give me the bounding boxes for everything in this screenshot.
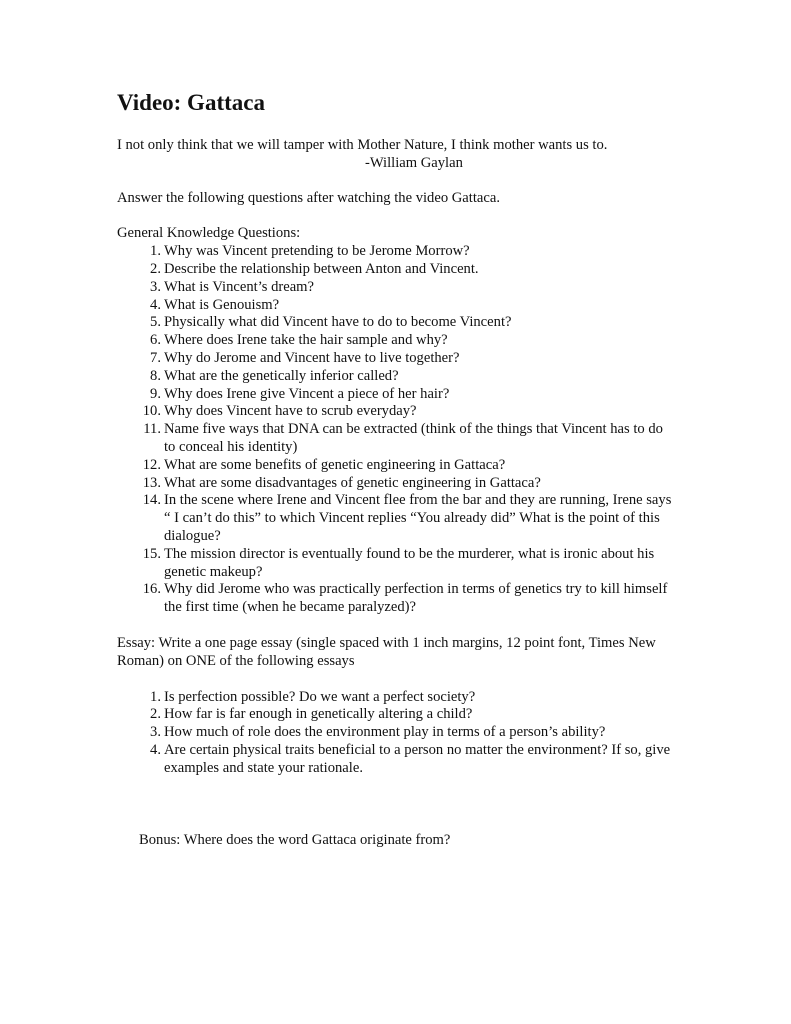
question-number: 9. (150, 385, 161, 402)
question-item (137, 386, 677, 404)
question-text: Name five ways that DNA can be extracted (think of the things that Vincent has to do to conceal his identity) (164, 421, 663, 455)
question-text: Why does Vincent have to scrub everyday? (164, 403, 417, 420)
essay-prompt-number: 3. (150, 724, 161, 741)
question-number: 13. (142, 474, 161, 491)
document-title: Video: Gattaca (117, 90, 265, 115)
essay-prompt-text: How much of role does the environment play in terms of a person’s ability? (164, 724, 606, 741)
document-page (117, 88, 677, 849)
question-number: 15. (142, 545, 161, 562)
question-item (137, 261, 677, 279)
question-number: 8. (150, 367, 161, 384)
question-item (137, 332, 677, 350)
quote (117, 137, 677, 173)
essay-prompt-text: Is perfection possible? Do we want a perfect society? (164, 688, 476, 705)
question-item (137, 368, 677, 386)
question-number: 6. (150, 332, 161, 349)
question-text: What is Vincent’s dream? (164, 278, 315, 295)
general-questions-label: General Knowledge Questions: (117, 225, 301, 242)
question-item (137, 350, 677, 368)
question-item (137, 403, 677, 421)
essay-prompt-item (137, 742, 677, 778)
question-number: 14. (142, 492, 161, 509)
question-text: Why do Jerome and Vincent have to live together? (164, 349, 460, 366)
question-number: 1. (150, 243, 161, 260)
essay-prompt-item (137, 724, 677, 742)
question-item (137, 475, 677, 493)
essay-prompt-item (137, 706, 677, 724)
question-text: The mission director is eventually found to be the murderer, what is ironic about his genetic makeup? (164, 545, 655, 580)
essay-prompts-list (117, 689, 677, 778)
question-number: 11. (143, 421, 161, 438)
essay-prompt-item (137, 689, 677, 707)
question-item (137, 279, 677, 297)
question-item (137, 421, 677, 457)
question-number: 16. (142, 581, 161, 598)
essay-prompt-text: How far is far enough in genetically altering a child? (164, 706, 473, 723)
question-number: 5. (150, 314, 161, 331)
question-text: Why was Vincent pretending to be Jerome Morrow? (164, 243, 470, 260)
question-text: Why does Irene give Vincent a piece of her hair? (164, 385, 450, 402)
question-text: Describe the relationship between Anton and Vincent. (164, 260, 479, 277)
general-questions-list (117, 243, 677, 617)
question-number: 4. (150, 296, 161, 313)
question-text: Physically what did Vincent have to do to become Vincent? (164, 314, 512, 331)
question-item (137, 314, 677, 332)
question-text: In the scene where Irene and Vincent flee from the bar and they are running, Irene says “ I can’t do this” to which Vincent replies “You already did” What is the point of this dialogue? (164, 492, 672, 544)
essay-prompt-text: Are certain physical traits beneficial to a person no matter the environment? If so, give examples and state your rationale. (164, 741, 671, 776)
bonus-question: Bonus: Where does the word Gattaca originate from? (139, 831, 451, 848)
essay-prompt-number: 1. (150, 688, 161, 705)
essay-prompt-number: 2. (150, 706, 161, 723)
question-number: 10. (142, 403, 161, 420)
instructions: Answer the following questions after watching the video Gattaca. (117, 189, 500, 206)
question-text: What is Genouism? (164, 296, 280, 313)
quote-text: I not only think that we will tamper with Mother Nature, I think mother wants us to. (117, 137, 608, 153)
question-text: What are some benefits of genetic engineering in Gattaca? (164, 456, 506, 473)
question-item (137, 243, 677, 261)
question-number: 12. (142, 456, 161, 473)
question-text: What are the genetically inferior called? (164, 367, 399, 384)
question-item (137, 457, 677, 475)
question-number: 7. (150, 349, 161, 366)
essay-instructions: Essay: Write a one page essay (single spaced with 1 inch margins, 12 point font, Times New Roman) on ONE of the following essays (117, 634, 656, 669)
question-number: 2. (150, 260, 161, 277)
question-item (137, 297, 677, 315)
question-text: What are some disadvantages of genetic engineering in Gattaca? (164, 474, 541, 491)
question-item (137, 581, 677, 617)
question-text: Why did Jerome who was practically perfection in terms of genetics try to kill himself the first time (when he became paralyzed)? (164, 581, 668, 616)
question-number: 3. (150, 278, 161, 295)
question-item (137, 492, 677, 545)
quote-attribution: -William Gaylan (365, 154, 463, 171)
question-text: Where does Irene take the hair sample and why? (164, 332, 448, 349)
essay-prompt-number: 4. (150, 741, 161, 758)
question-item (137, 546, 677, 582)
